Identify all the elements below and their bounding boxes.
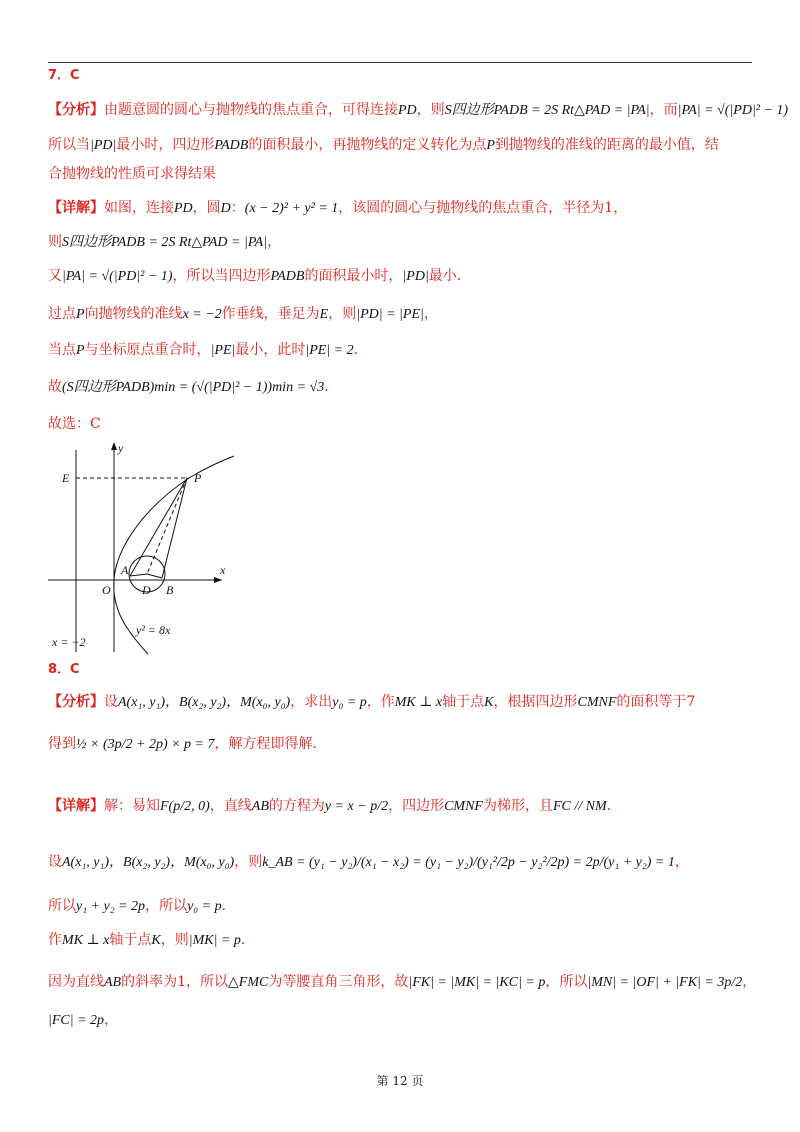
q7-detail-line-5: 当点P与坐标原点重合时，|PE|最小，此时|PE| = 2．	[48, 342, 368, 358]
y-axis-arrow	[111, 442, 117, 450]
q8-detail-line-1: 【详解】解：易知F(p/2, 0)，直线AB的方程为y = x − p/2，四边形CMNF为梯形，且FC // NM．	[48, 798, 621, 814]
q8-detail-line-4: 作MK ⊥ x轴于点K，则|MK| = p．	[48, 932, 255, 948]
label-b: B	[166, 583, 174, 597]
analysis-tag: 【分析】	[48, 694, 104, 710]
detail-tag: 【详解】	[48, 200, 104, 216]
parabola-figure	[44, 438, 244, 658]
detail-tag: 【详解】	[48, 798, 104, 814]
label-x: x	[220, 563, 226, 577]
line-pb	[162, 478, 187, 578]
q7-detail-line-2: 则S四边形PADB = 2S Rt△PAD = |PA|，	[48, 234, 281, 250]
label-parabola: y² = 8x	[136, 623, 171, 637]
q8-detail-line-2: 设A(x₁, y₁)，B(x₂, y₂)，M(x₀, y₀)，则k_AB = (y₁ − y₂)/(x₁ − x₂) = (y₁ − y₂)/(y₁²/2p − y₂²/2p) = 2p/(y₁ + y₂) = 1，	[48, 854, 689, 870]
label-d: D	[142, 583, 151, 597]
x-axis-arrow	[214, 577, 222, 583]
q7-analysis-line-2: 所以当|PD|最小时，四边形PADB的面积最小，再抛物线的定义转化为点P到抛物线的准线的距离的最小值，结	[48, 137, 719, 153]
q7-detail-line-1: 【详解】如图，连接PD，圆D：(x − 2)² + y² = 1，该圆的圆心与抛物线的焦点重合，半径为1，	[48, 200, 628, 216]
label-o: O	[102, 583, 111, 597]
q7-analysis-line-1: 【分析】由题意圆的圆心与抛物线的焦点重合，可得连接PD，则S四边形PADB = 2S Rt△PAD = |PA|，而|PA| = √(|PD|² − 1)	[48, 102, 789, 118]
label-p: P	[194, 471, 202, 485]
q8-detail-line-6: |FC| = 2p，	[48, 1012, 119, 1028]
q7-detail-line-4: 过点P向抛物线的准线x = −2作垂线，垂足为E，则|PD| = |PE|，	[48, 306, 438, 322]
q7-header: 7．C	[48, 68, 80, 83]
line-pa	[130, 478, 187, 576]
q8-header: 8．C	[48, 662, 80, 677]
parabola-curve	[114, 456, 234, 654]
q8-analysis-line-2: 得到½ × (3p/2 + 2p) × p = 7，解方程即得解．	[48, 736, 327, 752]
label-directrix: x = −2	[52, 635, 86, 649]
q7-detail-line-6: 故(S四边形PADB)min = (√(|PD|² − 1))min = √3．	[48, 379, 339, 395]
label-y: y	[118, 441, 124, 455]
line-ad	[130, 574, 147, 576]
q7-detail-line-3: 又|PA| = √(|PD|² − 1)，所以当四边形PADB的面积最小时，|PD|最小．	[48, 268, 471, 284]
analysis-tag: 【分析】	[48, 102, 104, 118]
label-e: E	[62, 471, 70, 485]
q7-analysis-line-3: 合抛物线的性质可求得结果	[48, 166, 216, 182]
q8-detail-line-5: 因为直线AB的斜率为1，所以△FMC为等腰直角三角形，故|FK| = |MK| = |KC| = p，所以|MN| = |OF| + |FK| = 3p/2，	[48, 974, 757, 990]
top-rule	[48, 62, 752, 63]
line-db	[147, 574, 162, 578]
page-number: 第 12 页	[376, 1074, 424, 1088]
q7-answer: 故选：C	[48, 416, 101, 432]
label-a: A	[121, 563, 129, 577]
q8-analysis-line-1: 【分析】设A(x₁, y₁)，B(x₂, y₂)，M(x₀, y₀)，求出y₀ = p，作MK ⊥ x轴于点K，根据四边形CMNF的面积等于7	[48, 694, 696, 710]
q8-detail-line-3: 所以y₁ + y₂ = 2p，所以y₀ = p．	[48, 898, 236, 914]
